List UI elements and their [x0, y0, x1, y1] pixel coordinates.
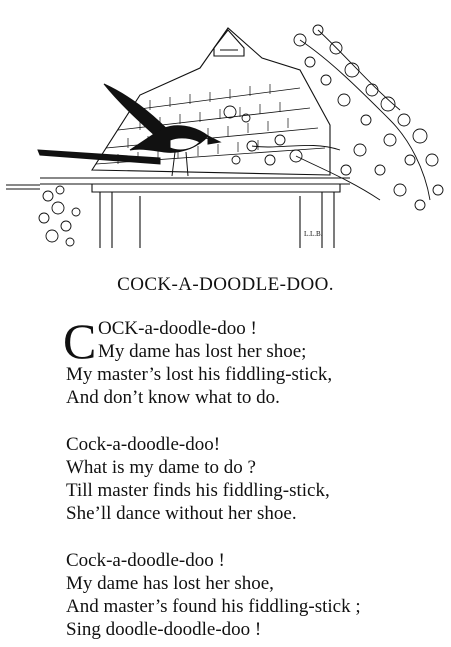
- house-wall: [100, 192, 334, 248]
- magpie-bird: [38, 84, 220, 176]
- dormer: [214, 30, 244, 56]
- poem-line: What is my dame to do ?: [66, 457, 256, 478]
- ivy-foliage: [39, 186, 80, 246]
- stanza-3: [66, 549, 361, 641]
- gutter: [40, 178, 350, 192]
- illustrator-signature: L.L.B.: [304, 230, 323, 238]
- poem-line-text: OCK-a-doodle-doo !: [98, 318, 257, 339]
- poem-line: Till master finds his fiddling-stick,: [66, 480, 330, 501]
- poem-line: And don’t know what to do.: [66, 387, 280, 408]
- poem-line: Cock-a-doodle-doo !: [66, 550, 225, 571]
- poem-line: She’ll dance without her shoe.: [66, 503, 297, 524]
- poem-title: COCK-A-DOODLE-DOO.: [117, 274, 334, 295]
- poem-line: My dame has lost her shoe;: [98, 341, 307, 362]
- poem-line: My dame has lost her shoe,: [66, 573, 274, 594]
- stanza-2: [66, 433, 330, 525]
- poem-line: Cock-a-doodle-doo!: [66, 434, 221, 455]
- poem-line: And master’s found his fiddling-stick ;: [66, 596, 361, 617]
- poem-line: My master’s lost his fiddling-stick,: [66, 364, 333, 385]
- drop-cap: C: [63, 313, 97, 369]
- stanza-1: [63, 313, 333, 409]
- magpie-on-roof-illustration: [0, 0, 451, 250]
- poem-line: Sing doodle-doodle-doo !: [66, 619, 262, 640]
